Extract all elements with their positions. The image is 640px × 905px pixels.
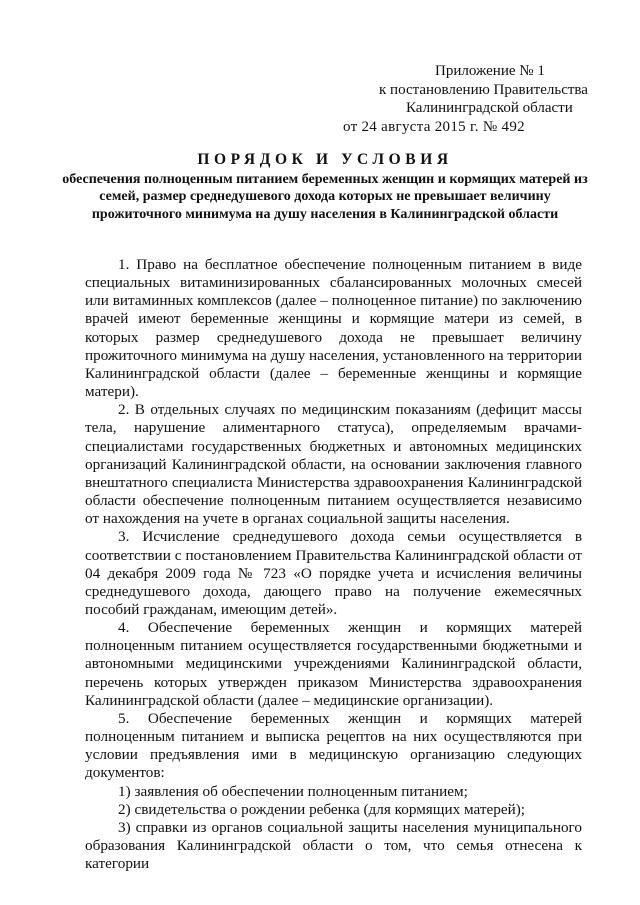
- appendix-date: от 24 августа 2015 г. № 492: [343, 118, 525, 135]
- list-item-1: 1) заявления об обеспечении полноценным питанием;: [118, 782, 468, 800]
- paragraph-3: 3. Исчисление среднедушевого дохода семьи осуществляется в соответствии с постановлением Правительства Калининградской области от 04 декабря 2009 года № 723 «О порядке учета и исчисления величины среднедушевого дохода, дающего право на получение ежемесячных пособий гражданам, имеющим детей».: [85, 528, 582, 618]
- document-body: [85, 256, 582, 873]
- paragraph-4: 4. Обеспечение беременных женщин и кормящих матерей полноценным питанием осуществляется государственными бюджетными и автономными медицинскими учреждениями Калининградской области, перечень которых утвержден приказом Министерства здравоохранения Калининградской области (далее – медицинские организации).: [85, 619, 582, 709]
- document-title: ПОРЯДОК И УСЛОВИЯ: [197, 151, 453, 168]
- appendix-number: Приложение № 1: [435, 63, 545, 79]
- list-item-3: 3) справки из органов социальной защиты населения муниципального образования Калининградской области о том, что семья отнесена к категории: [85, 818, 582, 873]
- paragraph-5: 5. Обеспечение беременных женщин и кормящих матерей полноценным питанием и выписка рецептов на них осуществляются при условии предъявления ими в медицинскую организацию следующих документов:: [85, 709, 582, 782]
- appendix-block: [330, 62, 620, 136]
- paragraph-2: 2. В отдельных случаях по медицинским показаниям (дефицит массы тела, нарушение алиментарного статуса), определяемым врачами-специалистами государственных бюджетных и автономных медицинских организаций Калининградской области, на основании заключения главного внештатного специалиста Министерства здравоохранения Калининградской области обеспечение полноценным питанием осуществляется независимо от нахождения на учете в органах социальной защиты населения.: [85, 401, 582, 528]
- list-item-2: 2) свидетельства о рождении ребенка (для кормящих матерей);: [118, 800, 525, 818]
- appendix-region: Калининградской области: [406, 100, 573, 117]
- document-subtitle: обеспечения полноценным питанием беременных женщин и кормящих матерей из семей, размер среднедушевого дохода которых не превышает величину прожиточного минимума на душу населения в Калининградской области: [62, 172, 588, 222]
- appendix-resolution: к постановлению Правительства: [379, 81, 588, 98]
- title-block: [60, 151, 590, 223]
- paragraph-1: 1. Право на бесплатное обеспечение полноценным питанием в виде специальных витаминизированных сбалансированных молочных смесей или витаминных комплексов (далее – полноценное питание) по заключению врачей имеют беременные женщины и кормящие матери из семей, в которых размер среднедушевого дохода не превышает величину прожиточного минимума на душу населения, установленного на территории Калининградской области (далее – беременные женщины и кормящие матери).: [85, 256, 582, 401]
